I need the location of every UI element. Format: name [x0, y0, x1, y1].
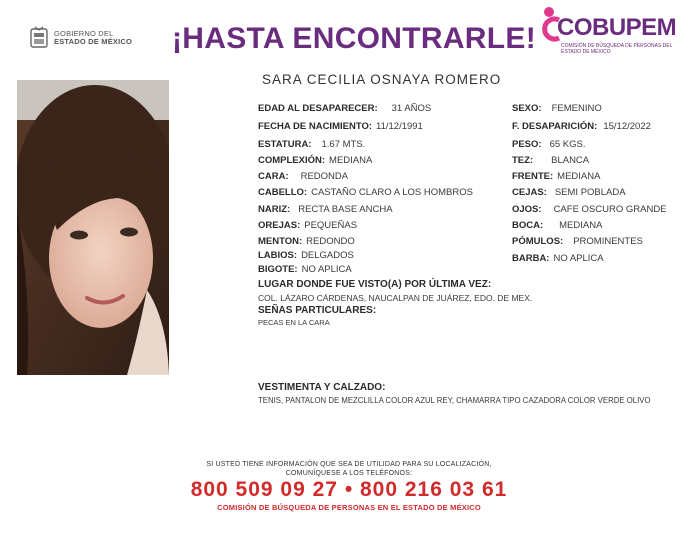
- field-face: [258, 171, 348, 182]
- field-label: MENTON:: [258, 236, 303, 247]
- field-forehead: [512, 171, 600, 182]
- state-emblem-icon: [30, 26, 48, 50]
- field-label: SEXO:: [512, 103, 542, 114]
- field-complexion: [512, 155, 589, 166]
- field-value: NO APLICA: [553, 253, 604, 264]
- footer-organization: COMISIÓN DE BÚSQUEDA DE PERSONAS EN EL ESTADO DE MÉXICO: [217, 503, 481, 512]
- field-mustache: [258, 264, 352, 275]
- field-label: BOCA:: [512, 220, 544, 231]
- gov-line-1: GOBIERNO DEL: [54, 28, 114, 38]
- government-logo: [30, 26, 132, 50]
- field-label: CABELLO:: [258, 187, 308, 198]
- field-eyes: [512, 204, 667, 215]
- field-cheekbones: [512, 236, 643, 247]
- field-value: 1.67 MTS.: [321, 139, 366, 150]
- field-value: FEMENINO: [551, 103, 602, 114]
- field-label: PESO:: [512, 139, 542, 150]
- clothing-value: TENIS, PANTALON DE MEZCLILLA COLOR AZUL REY, CHAMARRA TIPO CAZADORA COLOR VERDE OLIVO: [258, 396, 651, 405]
- page-title: ¡HASTA ENCONTRARLE!: [172, 22, 537, 55]
- field-label: BIGOTE:: [258, 264, 298, 275]
- field-beard: [512, 253, 604, 264]
- field-label: F. DESAPARICIÓN:: [512, 121, 598, 132]
- cobupem-subtitle: COMISIÓN DE BÚSQUEDA DE PERSONAS DEL ESTADO DE MÉXICO: [561, 43, 673, 55]
- field-value: MEDIANA: [559, 220, 603, 231]
- field-label: OREJAS:: [258, 220, 301, 231]
- field-label: CARA:: [258, 171, 289, 182]
- field-value: NO APLICA: [301, 264, 352, 275]
- person-name: SARA CECILIA OSNAYA ROMERO: [262, 72, 502, 87]
- cobupem-logo: [535, 6, 675, 58]
- government-name: [54, 30, 132, 47]
- cobupem-wordmark: [557, 14, 676, 42]
- field-label: TEZ:: [512, 155, 534, 166]
- cobupem-text: COBUPEM: [557, 14, 677, 41]
- field-label: FRENTE:: [512, 171, 554, 182]
- last-seen-value: COL. LÁZARO CÁRDENAS, NAUCALPAN DE JUÁREZ, EDO. DE MEX.: [258, 293, 533, 303]
- field-hair: [258, 187, 473, 198]
- field-label: OJOS:: [512, 204, 542, 215]
- field-label: BARBA:: [512, 253, 550, 264]
- field-height: [258, 139, 365, 150]
- field-label: CEJAS:: [512, 187, 547, 198]
- contact-note-line-1: SI USTED TIENE INFORMACIÓN QUE SEA DE UTILIDAD PARA SU LOCALIZACIÓN,: [206, 461, 492, 468]
- field-label: NARIZ:: [258, 204, 291, 215]
- field-value: MEDIANA: [557, 171, 601, 182]
- field-nose: [258, 204, 393, 215]
- phone-numbers: 800 509 09 27 • 800 216 03 61: [190, 478, 508, 501]
- field-label: EDAD AL DESAPARECER:: [258, 103, 378, 114]
- field-ears: [258, 220, 357, 231]
- field-build: [258, 155, 372, 166]
- field-label: PÓMULOS:: [512, 236, 564, 247]
- field-value: DELGADOS: [301, 250, 354, 261]
- field-value: MEDIANA: [329, 155, 373, 166]
- clothing-label: VESTIMENTA Y CALZADO:: [258, 382, 386, 393]
- field-label: FECHA DE NACIMIENTO:: [258, 121, 372, 132]
- field-value: RECTA BASE ANCHA: [298, 204, 393, 215]
- field-value: REDONDA: [300, 171, 349, 182]
- field-label: LABIOS:: [258, 250, 298, 261]
- field-value: SEMI POBLADA: [554, 187, 626, 198]
- contact-note-line-2: COMUNÍQUESE A LOS TELÉFONOS:: [285, 470, 413, 477]
- field-value: PROMINENTES: [573, 236, 643, 247]
- missing-person-photo: [17, 80, 169, 375]
- contact-note: [0, 460, 698, 478]
- field-label: COMPLEXIÓN:: [258, 155, 326, 166]
- field-age: [258, 103, 431, 114]
- field-chin: [258, 236, 355, 247]
- last-seen-label: LUGAR DONDE FUE VISTO(A) POR ÚLTIMA VEZ:: [258, 279, 492, 290]
- field-value: CAFE OSCURO GRANDE: [553, 204, 667, 215]
- field-mouth: [512, 220, 602, 231]
- field-eyebrows: [512, 187, 626, 198]
- field-label: ESTATURA:: [258, 139, 312, 150]
- field-value: CASTAÑO CLARO A LOS HOMBROS: [311, 187, 473, 198]
- field-disappearance-date: [512, 121, 651, 132]
- field-value: 65 KGS.: [549, 139, 586, 150]
- field-value: BLANCA: [551, 155, 590, 166]
- field-sex: [512, 103, 602, 114]
- field-birth-date: [258, 121, 423, 132]
- portrait-image: [17, 80, 169, 375]
- field-value: PEQUEÑAS: [304, 220, 358, 231]
- field-value: REDONDO: [306, 236, 355, 247]
- field-value: 11/12/1991: [376, 121, 423, 132]
- field-lips: [258, 250, 354, 261]
- field-value: 15/12/2022: [603, 121, 651, 132]
- distinguishing-marks-value: PECAS EN LA CARA: [258, 318, 330, 327]
- distinguishing-marks-label: SEÑAS PARTICULARES:: [258, 305, 377, 316]
- field-value: 31 AÑOS: [391, 103, 432, 114]
- field-weight: [512, 139, 585, 150]
- gov-line-2: ESTADO DE MÉXICO: [54, 37, 133, 46]
